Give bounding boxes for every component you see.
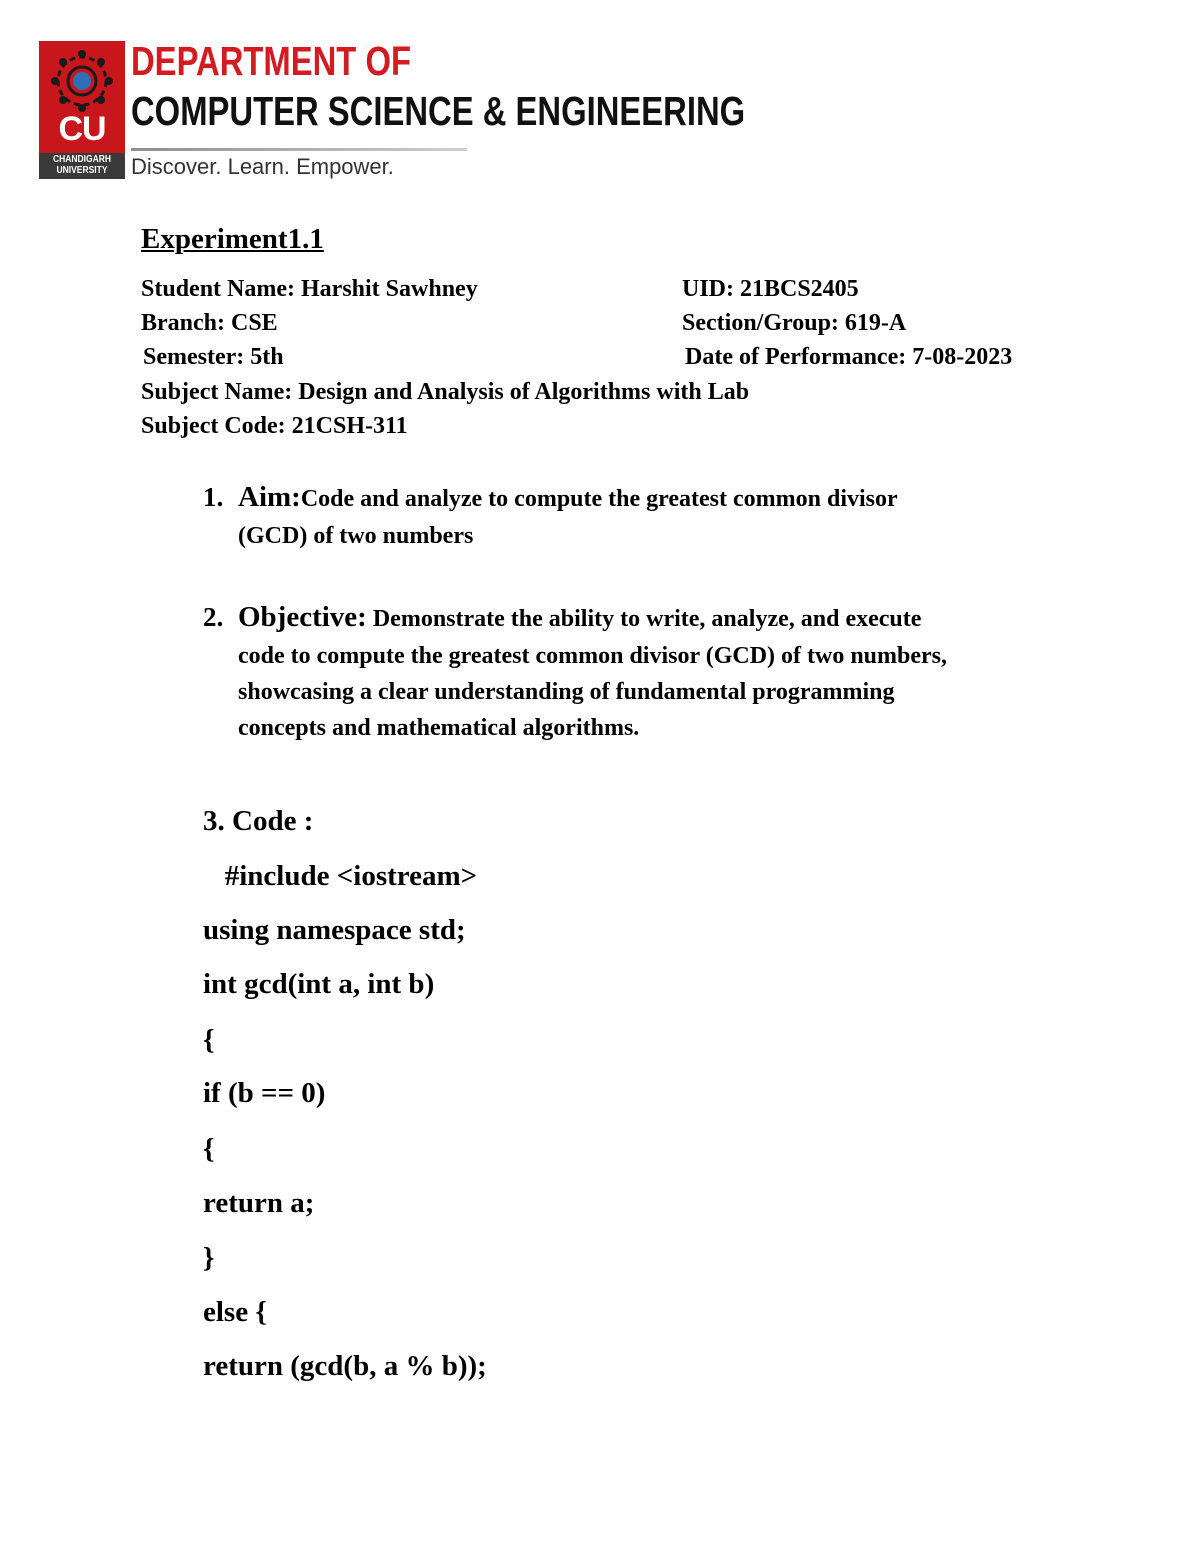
code-line: {	[203, 1133, 215, 1165]
objective-number: 2.	[203, 602, 224, 632]
code-line: {	[203, 1024, 215, 1056]
aim-section	[203, 479, 1083, 555]
branch: Branch: CSE	[141, 310, 278, 336]
department-heading: DEPARTMENT OF	[131, 38, 412, 84]
code-line: #include <iostream>	[203, 860, 478, 892]
code-line: using namespace std;	[203, 914, 466, 946]
section-group: Section/Group: 619-A	[682, 310, 907, 336]
code-line: if (b == 0)	[203, 1077, 326, 1109]
tagline: Discover. Learn. Empower.	[131, 154, 394, 179]
department-name: COMPUTER SCIENCE & ENGINEERING	[131, 88, 746, 134]
subject-name: Subject Name: Design and Analysis of Algorithms with Lab	[141, 379, 750, 405]
code-line: return a;	[203, 1187, 315, 1219]
objective-text: Demonstrate the ability to write, analyze, and execute	[366, 606, 922, 632]
code-line: else {	[203, 1296, 267, 1328]
code-line: return (gcd(b, a % b));	[203, 1350, 487, 1382]
aim-label: Aim:	[238, 481, 301, 513]
code-line: }	[203, 1242, 215, 1274]
aim-text: Code and analyze to compute the greatest common divisor	[300, 486, 898, 512]
objective-text-line: concepts and mathematical algorithms.	[238, 715, 640, 741]
date-of-performance: Date of Performance: 7-08-2023	[685, 344, 1013, 370]
student-uid: UID: 21BCS2405	[682, 276, 859, 302]
objective-text-line: showcasing a clear understanding of fundamental programming	[238, 679, 895, 705]
experiment-title: Experiment1.1	[141, 223, 324, 255]
logo-university-text: CHANDIGARH UNIVERSITY	[52, 154, 112, 176]
emblem-icon	[50, 49, 114, 113]
aim-number: 1.	[203, 482, 224, 512]
code-heading: 3. Code :	[203, 805, 314, 837]
code-line: int gcd(int a, int b)	[203, 968, 435, 1000]
student-name: Student Name: Harshit Sawhney	[141, 276, 478, 302]
university-logo	[39, 41, 125, 179]
logo-cu-text: CU	[58, 110, 106, 148]
objective-text-line: code to compute the greatest common divisor (GCD) of two numbers,	[238, 643, 948, 669]
objective-label: Objective:	[238, 601, 367, 633]
semester: Semester: 5th	[143, 344, 284, 370]
header-divider	[131, 148, 467, 151]
objective-section	[203, 598, 1083, 746]
aim-text-continued: (GCD) of two numbers	[238, 523, 474, 549]
subject-code: Subject Code: 21CSH-311	[141, 413, 408, 439]
